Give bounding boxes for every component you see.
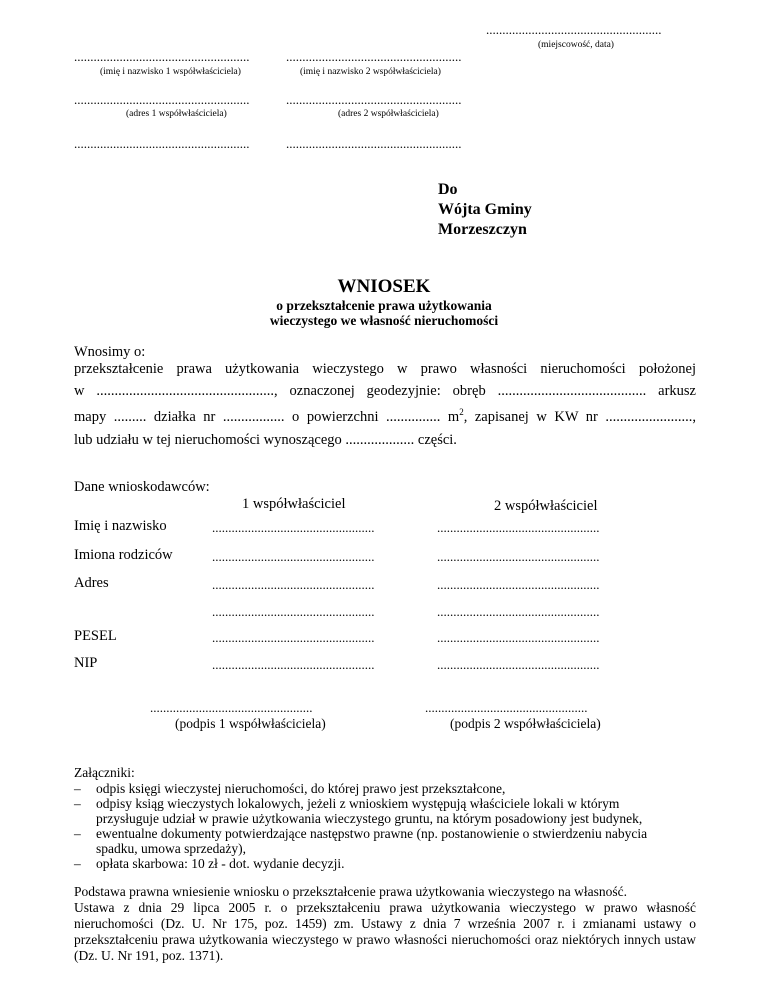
attachment-item-text: spadku, umowa sprzedaży), <box>96 841 246 856</box>
owner1-address-caption: (adres 1 współwłaściciela) <box>126 109 227 119</box>
request-line3-part-b: , zapisanej w KW nr ........................, <box>463 408 697 425</box>
attachments-heading: Załączniki: <box>74 765 135 780</box>
document-subtitle-line1: o przekształcenie prawa użytkowania <box>276 298 492 313</box>
owner2-address-field[interactable]: ...................................................... <box>286 92 462 107</box>
dash-bullet-icon: – <box>74 796 81 811</box>
request-line2[interactable]: w ................................................., oznaczonej geodezyjnie: obręb ......................................... arkusz <box>74 383 696 399</box>
owner2-parents-field[interactable]: .................................................. <box>437 549 600 564</box>
row-label-nip: NIP <box>74 655 98 671</box>
owner1-name-field[interactable]: ...................................................... <box>74 49 250 64</box>
dash-bullet-icon: – <box>74 826 81 841</box>
row-label-parents: Imiona rodziców <box>74 547 173 563</box>
request-line4[interactable]: lub udziału w tej nieruchomości wynoszącego ................... części. <box>74 432 457 448</box>
signature-1-caption: (podpis 1 współwłaściciela) <box>175 716 326 731</box>
square-meter-superscript: 2 <box>459 407 464 417</box>
applicants-heading: Dane wnioskodawców: <box>74 479 210 495</box>
owner1-full-name-field[interactable]: .................................................. <box>212 520 375 535</box>
owner1-address-detail-field[interactable]: .................................................. <box>212 577 375 592</box>
owner2-name-caption: (imię i nazwisko 2 współwłaściciela) <box>300 67 441 77</box>
signature-2-field[interactable]: .................................................. <box>425 700 588 715</box>
legal-basis-heading: Podstawa prawna wniesienie wniosku o przekształcenie prawa użytkowania wieczystego na własność. <box>74 884 627 899</box>
owner2-name-field[interactable]: ...................................................... <box>286 49 462 64</box>
legal-basis-paragraph: Ustawa z dnia 29 lipca 2005 r. o przekształceniu prawa użytkowania wieczystego w prawo własność nieruchomości (Dz. U. Nr 175, poz. 1459) zm. Ustawy z dnia 7 września 2007 r. i zmianami ustawy o przekształceniu prawa użytkowania wieczystego w prawo własności nieruchomości oraz niektórych innych ustaw (Dz. U. Nr 191, poz. 1371). <box>74 900 696 963</box>
place-date-field[interactable]: ...................................................... <box>486 22 662 37</box>
owner1-address-detail-line2-field[interactable]: .................................................. <box>212 604 375 619</box>
applicants-column-1: 1 współwłaściciel <box>242 496 346 512</box>
attachment-item-text: przysługuje udział w prawie użytkowania wieczystego gruntu, na którym posadowiony jest budynek, <box>96 811 643 826</box>
owner2-address-detail-field[interactable]: .................................................. <box>437 577 600 592</box>
document-subtitle-line2: wieczystego we własność nieruchomości <box>269 313 499 328</box>
owner2-address-detail-line2-field[interactable]: .................................................. <box>437 604 600 619</box>
owner1-nip-field[interactable]: .................................................. <box>212 657 375 672</box>
owner2-full-name-field[interactable]: .................................................. <box>437 520 600 535</box>
owner1-address-line2-field[interactable]: ...................................................... <box>74 136 250 151</box>
attachment-item-text: opłata skarbowa: 10 zł - dot. wydanie decyzji. <box>96 856 345 871</box>
owner2-pesel-field[interactable]: .................................................. <box>437 630 600 645</box>
owner1-name-caption: (imię i nazwisko 1 współwłaściciela) <box>100 67 241 77</box>
place-date-caption: (miejscowość, data) <box>538 40 614 50</box>
owner1-address-field[interactable]: ...................................................... <box>74 92 250 107</box>
dash-bullet-icon: – <box>74 856 81 871</box>
request-line1: przekształcenie prawa użytkowania wieczystego w prawo własności nieruchomości położonej <box>74 361 696 377</box>
request-intro: Wnosimy o: <box>74 344 146 360</box>
owner1-parents-field[interactable]: .................................................. <box>212 549 375 564</box>
attachment-item-text: odpis księgi wieczystej nieruchomości, do której prawo jest przekształcone, <box>96 781 506 796</box>
attachment-item-text: odpisy ksiąg wieczystych lokalowych, jeżeli z wnioskiem występują właściciele lokali w którym <box>96 796 620 811</box>
signature-2-caption: (podpis 2 współwłaściciela) <box>450 716 601 731</box>
owner2-address-caption: (adres 2 współwłaściciela) <box>338 109 439 119</box>
recipient-line1: Do <box>438 181 458 198</box>
request-line3[interactable] <box>74 407 696 426</box>
applicants-column-2: 2 współwłaściciel <box>494 498 598 514</box>
recipient-line2: Wójta Gminy <box>438 201 532 218</box>
owner2-nip-field[interactable]: .................................................. <box>437 657 600 672</box>
dash-bullet-icon: – <box>74 781 81 796</box>
row-label-name: Imię i nazwisko <box>74 518 167 534</box>
signature-1-field[interactable]: .................................................. <box>150 700 313 715</box>
row-label-pesel: PESEL <box>74 628 117 644</box>
recipient-line3: Morzeszczyn <box>438 221 527 238</box>
attachment-item-text: ewentualne dokumenty potwierdzające następstwo prawne (np. postanowienie o stwierdzeniu nabycia <box>96 826 648 841</box>
owner1-pesel-field[interactable]: .................................................. <box>212 630 375 645</box>
row-label-address: Adres <box>74 575 109 591</box>
request-line3-part-a: mapy ......... działka nr ................. o powierzchni ............... m <box>74 408 460 425</box>
owner2-address-line2-field[interactable]: ...................................................... <box>286 136 462 151</box>
document-title: WNIOSEK <box>337 276 431 297</box>
